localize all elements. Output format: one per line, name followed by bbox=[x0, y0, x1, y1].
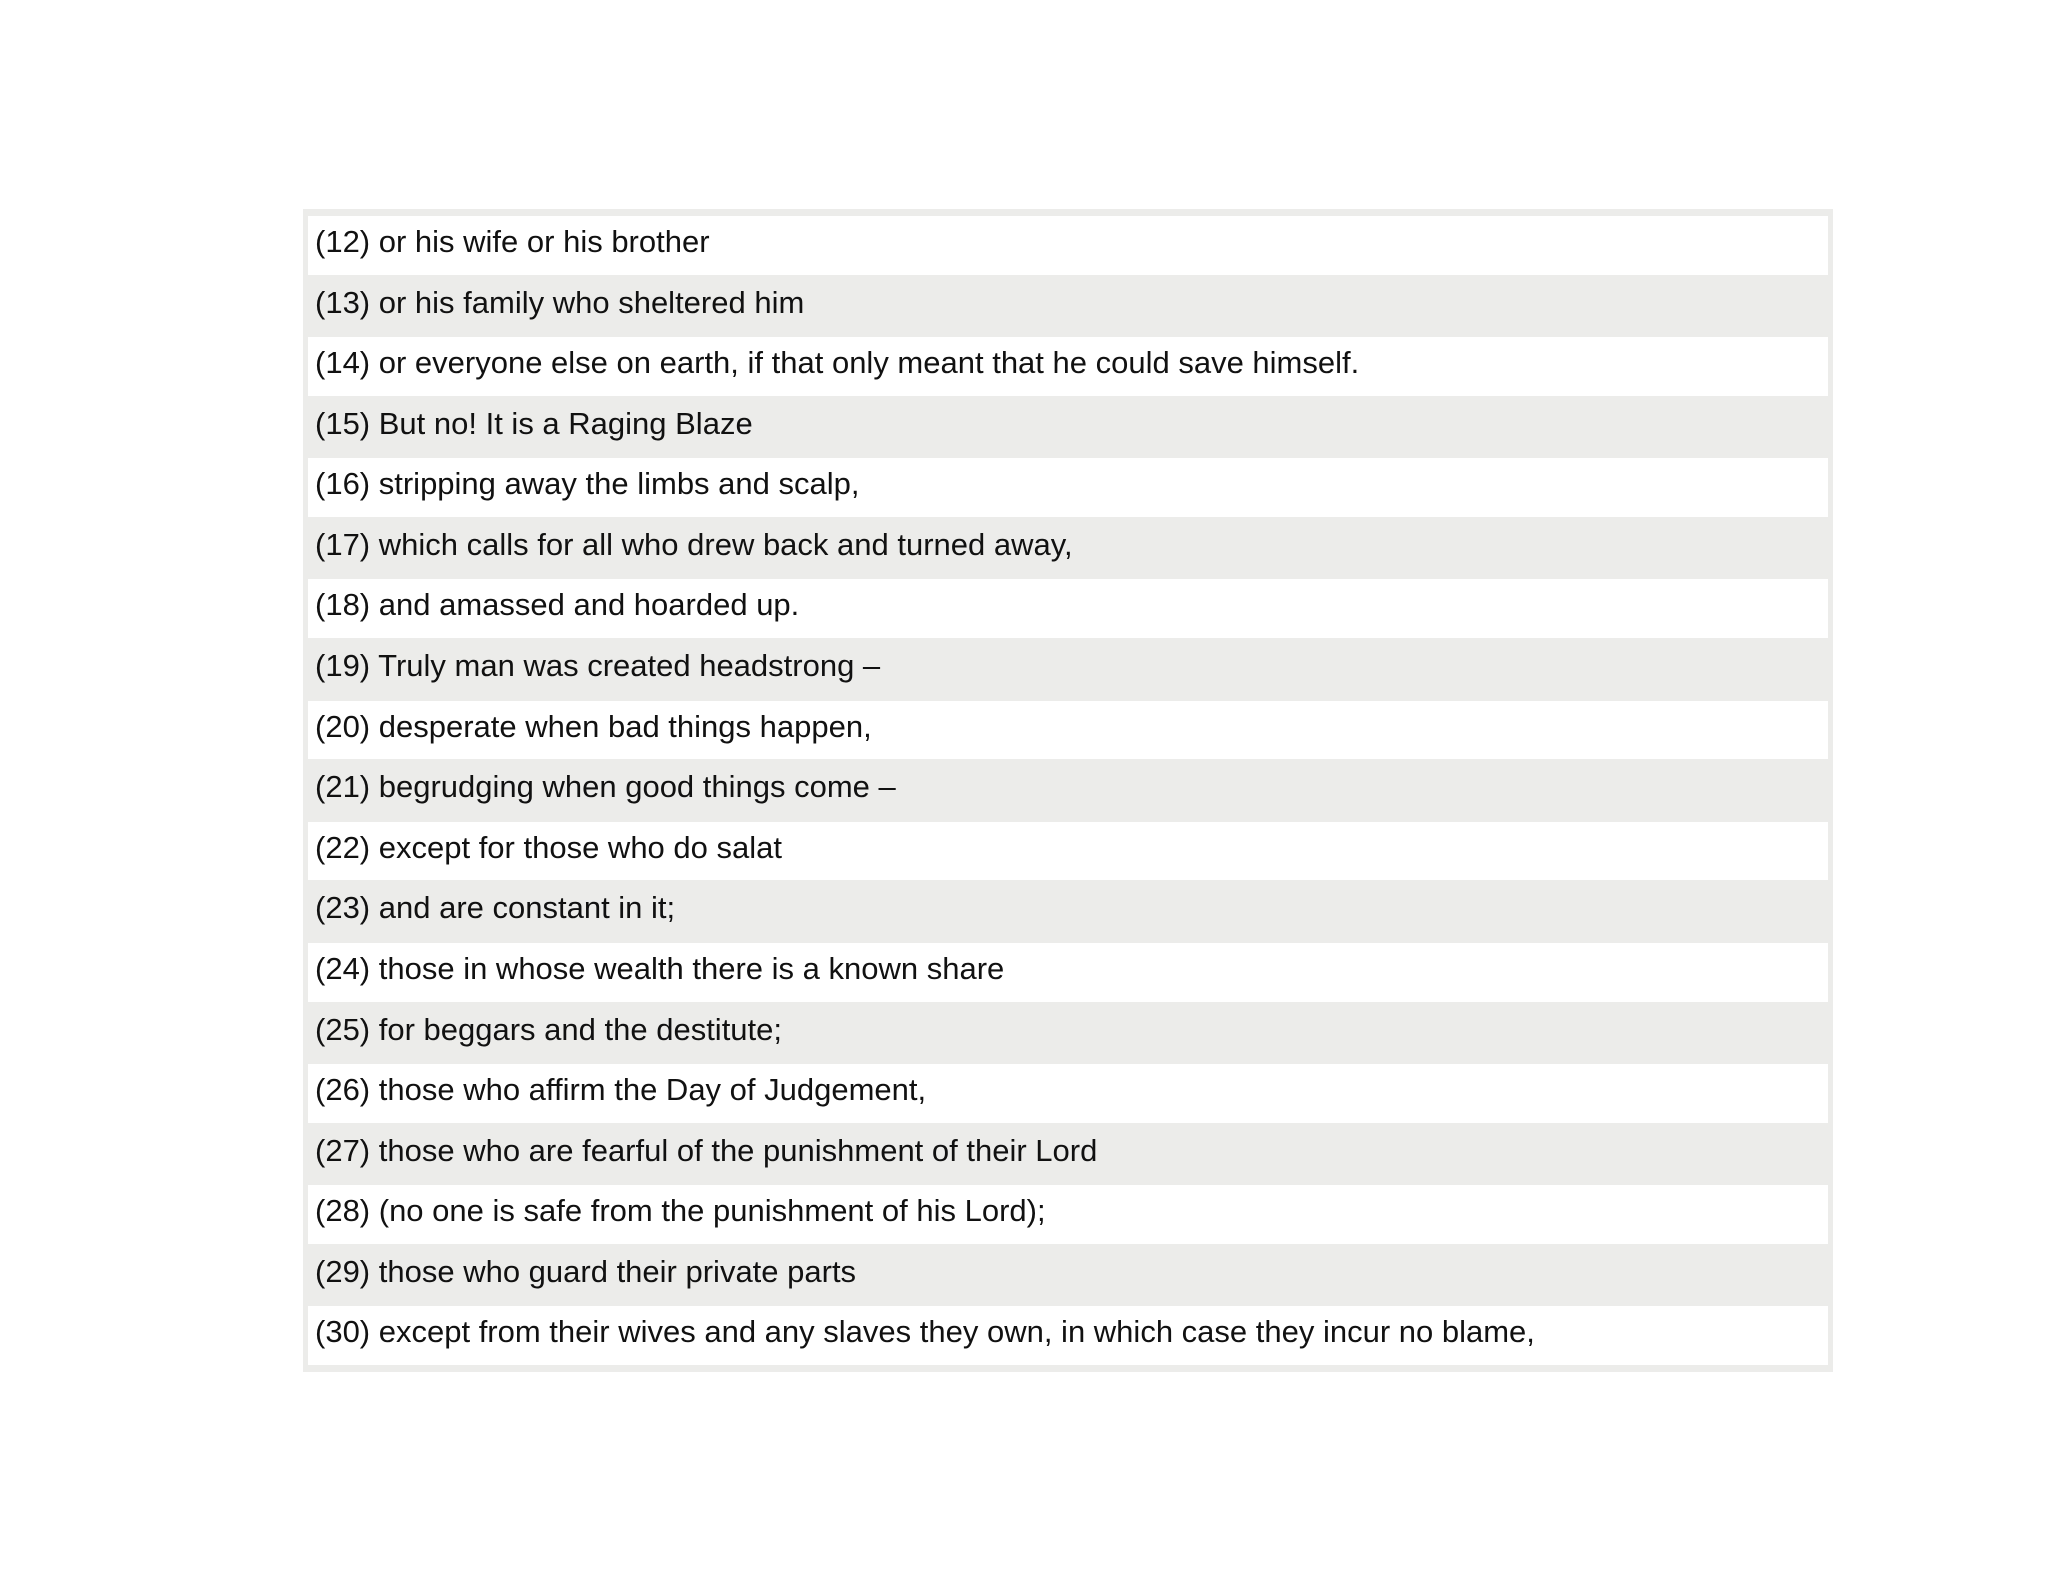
verse-row: (21) begrudging when good things come – bbox=[308, 761, 1828, 820]
verse-table bbox=[303, 209, 1833, 1372]
verse-row: (17) which calls for all who drew back and turned away, bbox=[308, 519, 1828, 578]
verse-row: (27) those who are fearful of the punishment of their Lord bbox=[308, 1125, 1828, 1184]
verse-row: (29) those who guard their private parts bbox=[308, 1246, 1828, 1305]
verse-row: (20) desperate when bad things happen, bbox=[308, 699, 1828, 762]
verse-row: (18) and amassed and hoarded up. bbox=[308, 577, 1828, 640]
verse-row: (26) those who affirm the Day of Judgement, bbox=[308, 1062, 1828, 1125]
verse-row: (22) except for those who do salat bbox=[308, 820, 1828, 883]
verse-row: (15) But no! It is a Raging Blaze bbox=[308, 398, 1828, 457]
verse-row: (25) for beggars and the destitute; bbox=[308, 1004, 1828, 1063]
verse-row: (30) except from their wives and any slaves they own, in which case they incur no blame, bbox=[308, 1304, 1828, 1367]
verse-row: (14) or everyone else on earth, if that only meant that he could save himself. bbox=[308, 335, 1828, 398]
verse-row: (23) and are constant in it; bbox=[308, 882, 1828, 941]
verse-row: (28) (no one is safe from the punishment of his Lord); bbox=[308, 1183, 1828, 1246]
verse-row: (13) or his family who sheltered him bbox=[308, 277, 1828, 336]
verse-row: (16) stripping away the limbs and scalp, bbox=[308, 456, 1828, 519]
verse-row: (24) those in whose wealth there is a known share bbox=[308, 941, 1828, 1004]
verse-row: (12) or his wife or his brother bbox=[308, 214, 1828, 277]
verse-row: (19) Truly man was created headstrong – bbox=[308, 640, 1828, 699]
